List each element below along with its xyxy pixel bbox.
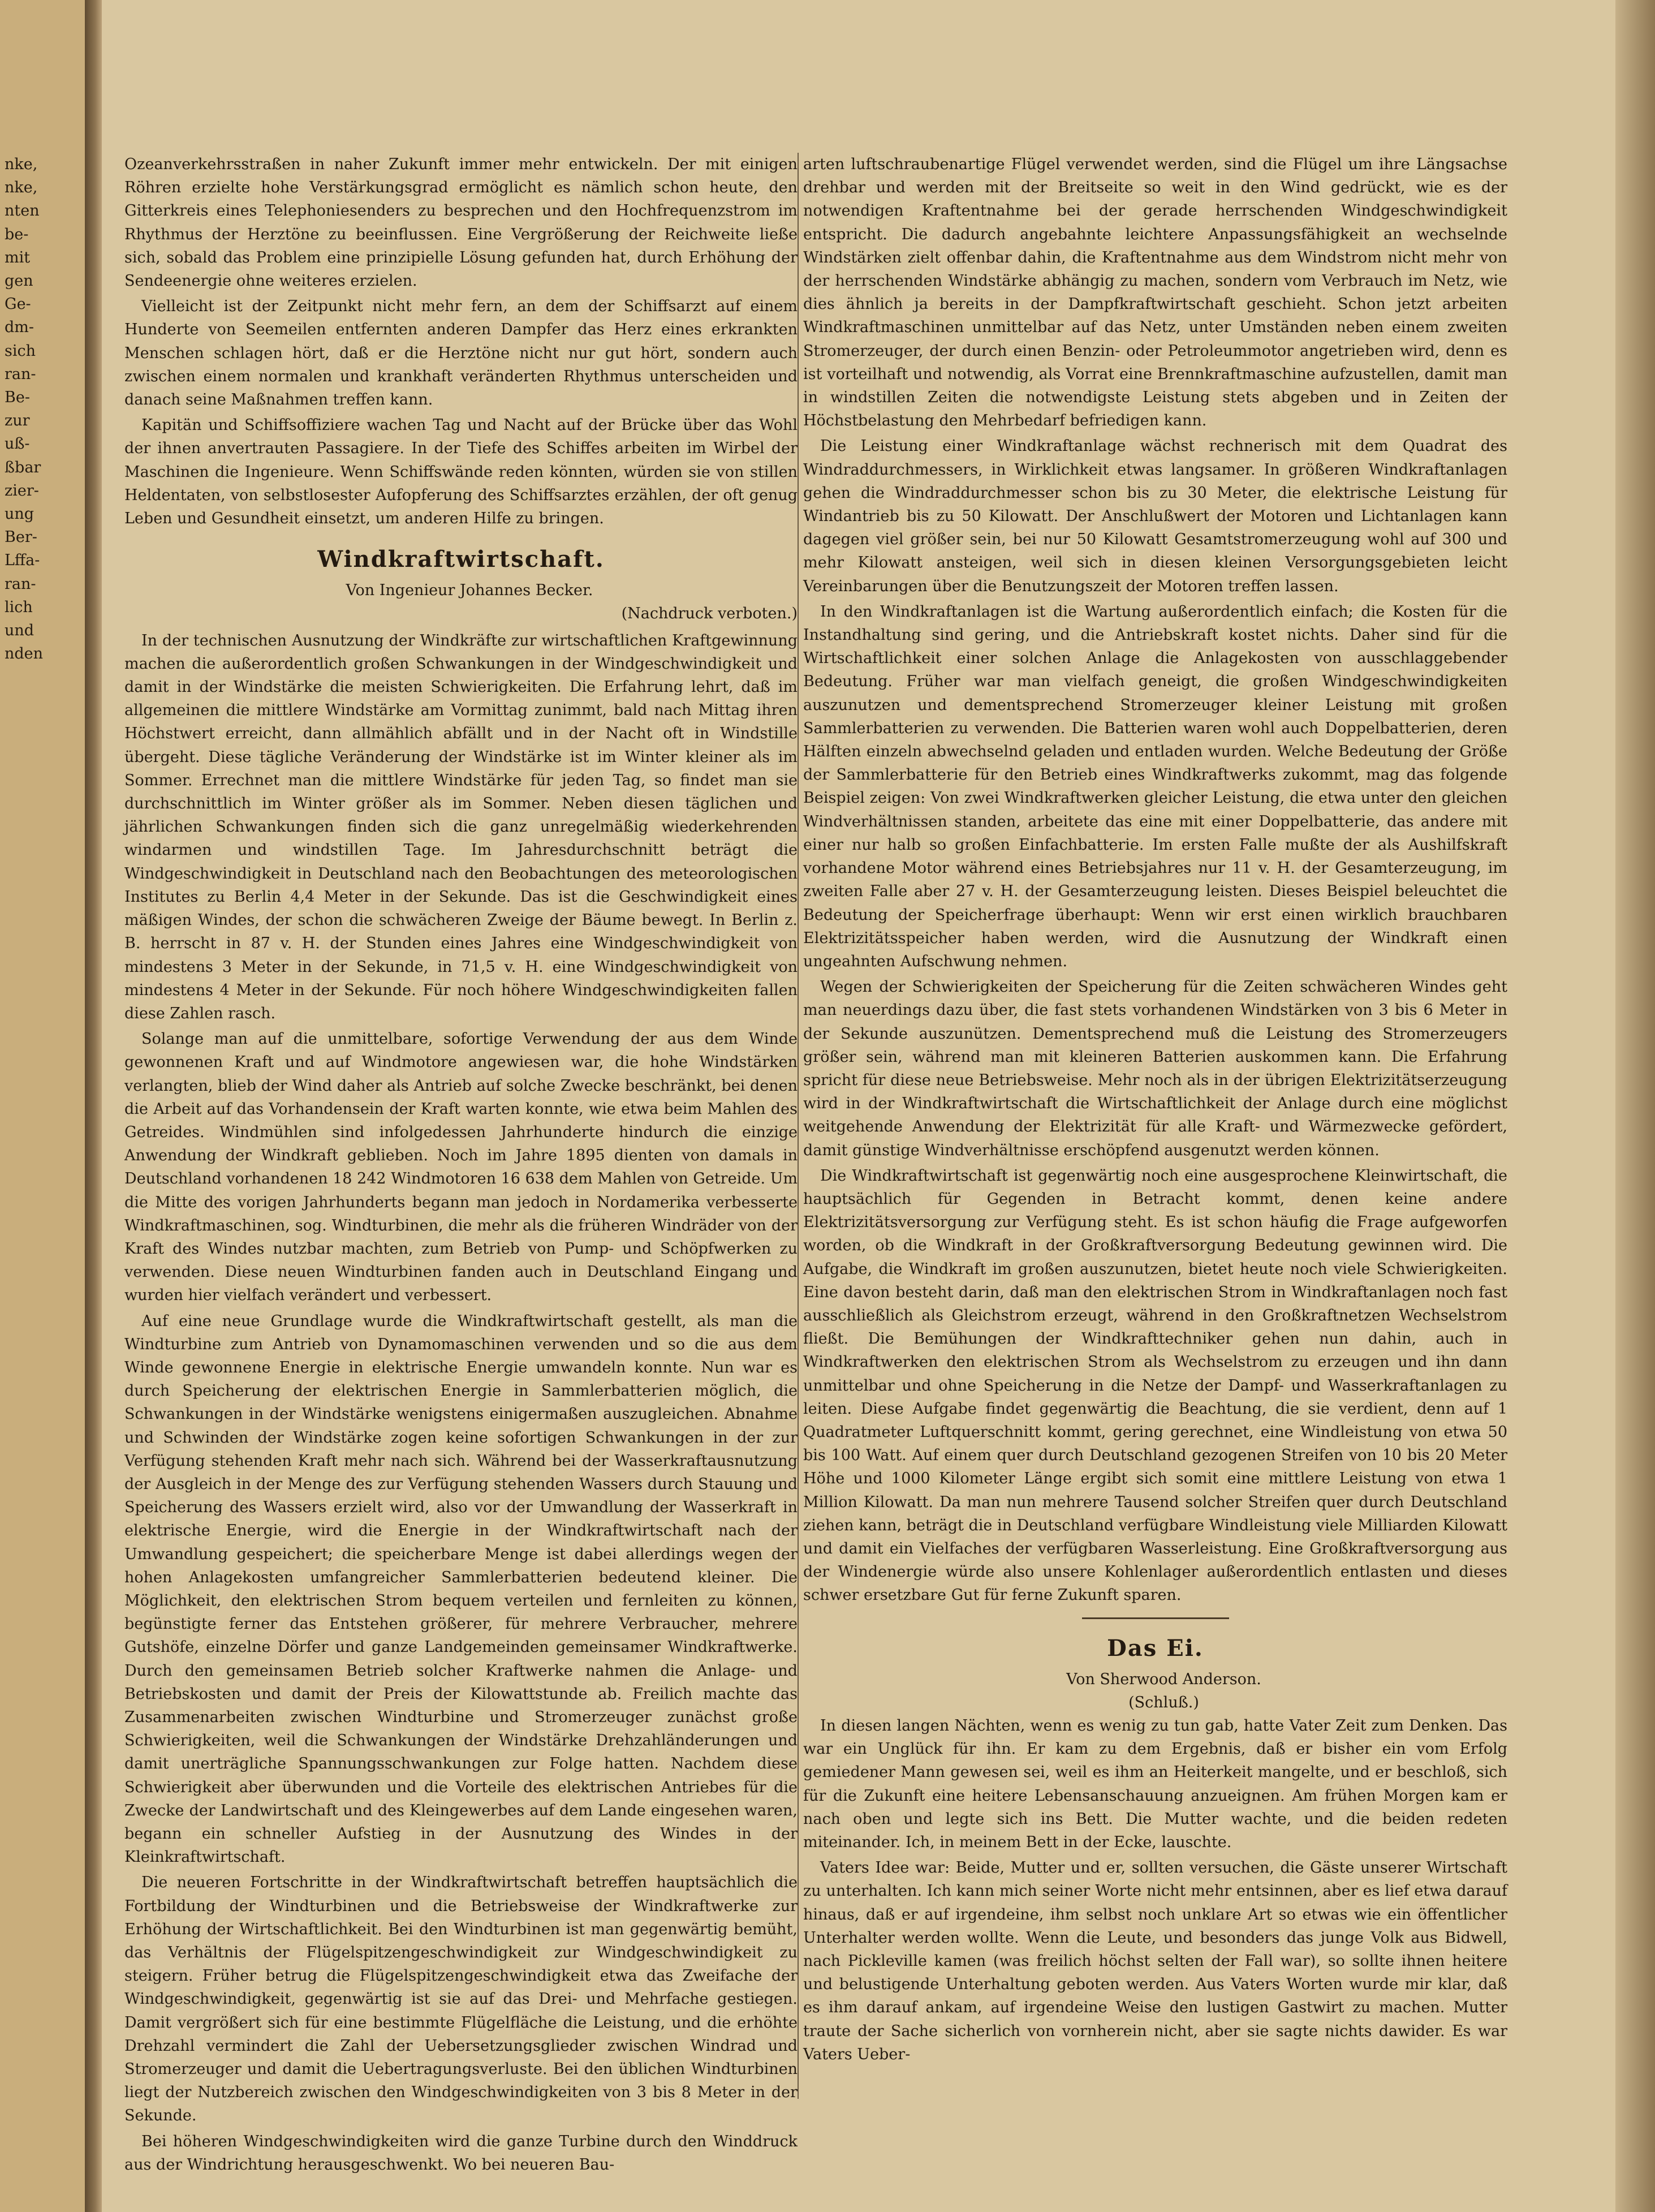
article-byline: Von Sherwood Anderson. [1066,1670,1261,1688]
paragraph: Solange man auf die unmittelbare, sofortige Verwendung der aus dem Winde gewonnenen Kraft und auf Windmotore angewiesen war, die hohe Windstärken verlangten, blieb der Wind daher als Antrieb auf solche Zwecke beschränkt, bei denen die Arbeit auf das Vorhandensein der Kraft warten konnte, wie etwa beim Mahlen des Getreides. Windmühlen sind infolgedessen Jahrhunderte hindurch die einzige Anwendung der Windkraft geblieben. Noch im Jahre 1895 dienten von damals in Deutschland vorhandenen 18 242 Windmotoren 16 638 dem Mahlen von Getreide. Um die Mitte des vorigen Jahrhunderts begann man jedoch in Nordamerika verbesserte Windkraftmaschinen, sog. Windturbinen, die mehr als die früheren Windräder von der Kraft des Windes nutzbar machten, zum Betrieb von Pump- und Schöpfwerken zu verwenden. Diese neuen Windturbinen fanden auch in Deutschland Eingang und wurden hier vielfach verändert und verbessert. [124,1030,798,1305]
paragraph: Die Leistung einer Windkraftanlage wächst rechnerisch mit dem Quadrat des Windraddurchmessers, in Wirklichkeit etwas langsamer. In größeren Windkraftanlagen gehen die Windraddurchmesser schon bis zu 30 Meter, die elektrische Leistung für Windantrieb bis zu 50 Kilowatt. Der Anschlußwert der Motoren und Lichtanlagen kann dagegen viel größer sein, bei nur 50 Kilowatt Gesamtstromerzeugung wohl auf 300 und mehr Kilowatt ansteigen, weil sich in diesen kleinen Versorgungsgebieten leicht Vereinbarungen über die Benutzungszeit der Motoren treffen lassen. [803,437,1507,595]
fragment-line: ran- [5,365,36,383]
newspaper-page [102,0,1655,2212]
fragment-line: nden [5,645,44,663]
fragment-line: nke, [5,156,38,173]
paragraph: In den Windkraftanlagen ist die Wartung außerordentlich einfach; die Kosten für die Instandhaltung sind gering, und die Antriebskraft kostet nichts. Daher sind für die Wirtschaftlichkeit einer solchen Anlage die Anlagekosten von ausschlaggebender Bedeutung. Früher war man vielfach geneigt, die großen Windgeschwindigkeiten auszunutzen und dementsprechend Stromerzeuger kleiner Leistung mit großen Sammlerbatterien zu verwenden. Die Batterien waren wohl auch Doppelbatterien, deren Hälften einzeln abwechselnd geladen und entladen wurden. Welche Bedeutung der Größe der Sammlerbatterie für den Betrieb eines Windkraftwerks zukommt, mag das folgende Beispiel zeigen: Von zwei Windkraftwerken gleicher Leistung, die etwa unter den gleichen Windverhältnissen standen, arbeitete das eine mit einer Doppelbatterie, das andere mit einer nur halb so großen Einfachbatterie. Im ersten Falle mußte der als Aushilfskraft vorhandene Motor während eines Betriebsjahres nur 11 v. H. der Gesamterzeugung, im zweiten Falle aber 27 v. H. der Gesamterzeugung leisten. Dieses Beispiel beleuchtet die Bedeutung der Speicherfrage überhaupt: Wenn wir erst einen wirklich brauchbaren Elektrizitätsspeicher haben werden, wird die Ausnutzung der Windkraft einen ungeahnten Aufschwung nehmen. [803,603,1507,970]
fragment-line: Be- [5,389,30,407]
paragraph: In diesen langen Nächten, wenn es wenig zu tun gab, hatte Vater Zeit zum Denken. Das war ein Unglück für ihn. Er kam zu dem Ergebnis, daß er bisher ein vom Erfolg gemiedener Mann gewesen sei, weil es ihm an Heiterkeit mangelte, und er beschloß, sich für die Zukunft eine heitere Lebensanschauung anzueignen. Am frühen Morgen kam er nach oben und legte sich ins Bett. Die Mutter wachte, und die beiden redeten miteinander. Ich, in meinem Bett in der Ecke, lauschte. [803,1717,1507,1852]
paragraph: Vaters Idee war: Beide, Mutter und er, sollten versuchen, die Gäste unserer Wirtschaft zu unterhalten. Ich kann mich seiner Worte nicht mehr entsinnen, aber es lief etwa darauf hinaus, daß er auf irgendeine, ihm selbst noch unklare Art so etwas wie ein öffentlicher Unterhalter werden wollte. Wenn die Leute, und besonders das junge Volk aus Bidwell, nach Pickleville kamen (was freilich höchst selten der Fall war), so sollte ihnen heitere und belustigende Unterhaltung geboten werden. Aus Vaters Worten wurde mir klar, daß es ihm darauf ankam, auf irgendeine Weise den lustigen Gastwirt zu machen. Mutter traute der Sache sicherlich von vornherein nicht, aber sie sagte nichts dawider. Es war Vaters Ueber- [803,1859,1507,2063]
article-title-das-ei: Das Ei. [1107,1634,1204,1662]
previous-page-edge [0,0,85,2212]
fragment-line: und [5,622,35,640]
fragment-line: Lffa- [5,552,40,570]
fragment-line: mit [5,248,31,266]
article-byline: Von Ingenieur Johannes Becker. [346,582,593,600]
column-divider [798,153,799,2099]
article-title-windkraft: Windkraftwirtschaft. [317,546,605,573]
fragment-line: be- [5,225,29,243]
paragraph: arten luftschraubenartige Flügel verwendet werden, sind die Flügel um ihre Längsachse drehbar und werden mit der Breitseite so weit in den Wind gedrückt, wie es der notwendigen Kraftentnahme bei der gerade herrschenden Windgeschwindigkeit entspricht. Die dadurch angebahnte leichtere Anpassungsfähigkeit an wechselnde Windstärken zielt offenbar dahin, die Kraftentnahme aus dem Windstrom nicht mehr von der herrschenden Windstärke abhängig zu machen, sondern vom Verbrauch im Netz, wie dies ähnlich ja bereits in der Dampfkraftwirtschaft geschieht. Schon jetzt arbeiten Windkraftmaschinen unmittelbar auf das Netz, unter Umständen neben einem zweiten Stromerzeuger, der durch einen Benzin- oder Petroleummotor angetrieben wird, denn es ist vorteilhaft und notwendig, als Vorrat eine Brennkraftmaschine aufzustellen, damit man in windstillen Zeiten die notwendigste Leistung stets abgeben und in Zeiten der Höchstbelastung den Mehrbedarf befriedigen kann. [803,156,1507,430]
fragment-line: nke, [5,179,38,197]
page-edge-right [1615,0,1655,2212]
fragment-line: gen [5,272,33,290]
fragment-line: ßbar [5,458,41,476]
paragraph: Bei höheren Windgeschwindigkeiten wird die ganze Turbine durch den Winddruck aus der Windrichtung herausgeschwenkt. Wo bei neueren Bau- [124,2132,798,2174]
left-column [124,153,798,2179]
fragment-line: uß- [5,435,30,453]
paragraph: In der technischen Ausnutzung der Windkräfte zur wirtschaftlichen Kraftgewinnung machen die außerordentlich großen Schwankungen in der Windgeschwindigkeit und damit in der Windstärke die meisten Schwierigkeiten. Die Erfahrung lehrt, daß im allgemeinen die mittlere Windstärke am Vormittag zunimmt, bald nach Mittag ihren Höchstwert erreicht, dann allmählich abfällt und in der Nacht oft in Windstille übergeht. Diese tägliche Veränderung der Windstärke ist im Winter kleiner als im Sommer. Errechnet man die mittlere Windstärke für jeden Tag, so findet man sie durchschnittlich im Winter größer als im Sommer. Neben diesen täglichen und jährlichen Schwankungen finden sich die ganz unregelmäßig wiederkehrenden windarmen und windstillen Tage. Im Jahresdurchschnitt beträgt die Windgeschwindigkeit in Deutschland nach den Beobachtungen des meteorologischen Institutes zu Berlin 4,4 Meter in der Sekunde. Das ist die Geschwindigkeit eines mäßigen Windes, der schon die schwächeren Zweige der Bäume bewegt. In Berlin z. B. herrscht in 87 v. H. der Stunden eines Jahres eine Windgeschwindigkeit von mindestens 3 Meter in der Sekunde, in 71,5 v. H. eine Windgeschwindigkeit von mindestens 4 Meter in der Sekunde. Für noch höhere Windgeschwindigkeiten fallen diese Zahlen rasch. [124,631,798,1022]
paragraph: Ozeanverkehrsstraßen in naher Zukunft immer mehr entwickeln. Der mit einigen Röhren erzielte hohe Verstärkungsgrad ermöglicht es nämlich schon heute, den Gitterkreis eines Telephoniesenders zu besprechen und den Hochfrequenzstrom im Rhythmus der Herztöne zu beeinflussen. Eine Vergrößerung der Reichweite ließe sich, sobald das Problem eine prinzipielle Lösung gefunden hat, durch Erhöhung der Sendeenergie ohne weiteres erzielen. [124,156,798,290]
fragment-line: ran- [5,575,36,593]
fragment-line: nten [5,202,40,220]
section-rule [1082,1617,1229,1619]
right-column [803,153,1507,2068]
paragraph: Vielleicht ist der Zeitpunkt nicht mehr fern, an dem der Schiffsarzt auf einem Hunderte von Seemeilen entfernten anderen Dampfer das Herz eines erkrankten Menschen schlagen hört, daß er die Herztöne nicht nur gut hört, sondern auch zwischen einem normalen und krankhaft veränderten Rhythmus unterscheiden und danach seine Maßnahmen treffen kann. [124,298,798,409]
fragment-line: lich [5,598,33,616]
fragment-line: zur [5,412,30,430]
reprint-note: (Nachdruck verboten.) [621,605,798,623]
paragraph: Auf eine neue Grundlage wurde die Windkraftwirtschaft gestellt, als man die Windturbine zum Antrieb von Dynamomaschinen verwenden und so die aus dem Winde gewonnene Energie in elektrische Energie umwandeln konnte. Nun war es durch Speicherung der elektrischen Energie in Sammlerbatterien möglich, die Schwankungen in der Windstärke wenigstens einigermaßen auszugleichen. Abnahme und Schwinden der Windstärke zogen keine sofortigen Schwankungen in der zur Verfügung stehenden Kraft mehr nach sich. Während bei der Wasserkraftausnutzung der Ausgleich in der Menge des zur Verfügung stehenden Wassers durch Stauung und Speicherung des Wassers erzielt wird, also vor der Umwandlung der Wasserkraft in elektrische Energie, wird die Energie in der Windkraftwirtschaft nach der Umwandlung gespeichert; die speicherbare Menge ist dabei allerdings wegen der hohen Anlagekosten umfangreicher Sammlerbatterien bedeutend kleiner. Die Möglichkeit, den elektrischen Strom bequem verteilen und fernleiten zu können, begünstigte ferner das Entstehen größerer, für mehrere Verbraucher, mehrere Gutshöfe, einzelne Dörfer und ganze Landgemeinden gemeinsamer Windkraftwerke. Durch den gemeinsamen Betrieb solcher Kraftwerke nahmen die Anlage- und Betriebskosten und damit der Preis der Kilowattstunde ab. Freilich machte das Zusammenarbeiten zwischen Windturbine und Stromerzeuger zunächst große Schwierigkeiten, weil die Schwankungen der Windstärke Drehzahländerungen und damit unerträgliche Spannungsschwankungen zur Folge hatten. Nachdem diese Schwierigkeit aber überwunden und die Vorteile des elektrischen Antriebes für die Zwecke der Landwirtschaft und des Kleingewerbes auf dem Lande eingesehen waren, begann ein schneller Aufstieg in der Ausnutzung des Windes in der Kleinkraftwirtschaft. [124,1312,798,1866]
paragraph: Die Windkraftwirtschaft ist gegenwärtig noch eine ausgesprochene Kleinwirtschaft, die hauptsächlich für Gegenden in Betracht kommt, denen keine andere Elektrizitätsversorgung zur Verfügung steht. Es ist schon häufig die Frage aufgeworfen worden, ob die Windkraft in der Großkraftversorgung Bedeutung gewinnen wird. Die Aufgabe, die Windkraft im großen auszunutzen, bietet heute noch viele Schwierigkeiten. Eine davon besteht darin, daß man den elektrischen Strom in Windkraftanlagen noch fast ausschließlich als Gleichstrom erzeugt, während in den Großkraftnetzen Wechselstrom fließt. Die Bemühungen der Windkrafttechniker gehen nun dahin, auch in Windkraftwerken den elektrischen Strom als Wechselstrom zu erzeugen und ihn dann unmittelbar und ohne Speicherung in die Netze der Dampf- und Wasserkraftanlagen zu leiten. Diese Aufgabe findet gegenwärtig die Beachtung, die sie verdient, denn auf 1 Quadratmeter Luftquerschnitt kommt, gering gerechnet, eine Windleistung von etwa 50 bis 100 Watt. Auf einem quer durch Deutschland gezogenen Streifen von 10 bis 20 Meter Höhe und 1000 Kilometer Länge ergibt sich somit eine mittlere Leistung von etwa 1 Million Kilowatt. Da man nun mehrere Tausend solcher Streifen quer durch Deutschland ziehen kann, beträgt die in Deutschland verfügbare Windleistung viele Milliarden Kilowatt und damit ein Vielfaches der verfügbaren Wasserleistung. Eine Großkraftversorgung aus der Windenergie würde also unsere Kohlenlager außerordentlich entlasten und dieses schwer ersetzbare Gut für ferne Zukunft sparen. [803,1167,1507,1604]
fragment-line: Ber- [5,528,37,546]
book-gutter [85,0,102,2212]
continuation-note: (Schluß.) [1128,1693,1199,1711]
fragment-line: sich [5,342,36,360]
previous-page-fragment [0,0,85,665]
paragraph: Kapitän und Schiffsoffiziere wachen Tag und Nacht auf der Brücke über das Wohl der ihnen anvertrauten Passagiere. In der Tiefe des Schiffes arbeiten im Wirbel der Maschinen die Ingenieure. Wenn Schiffswände reden könnten, würden sie von stillen Heldentaten, von selbstlosester Aufopferung des Schiffsarztes erzählen, der oft genug Leben und Gesundheit einsetzt, um anderen Hilfe zu bringen. [124,416,798,528]
paragraph: Wegen der Schwierigkeiten der Speicherung für die Zeiten schwächeren Windes geht man neuerdings dazu über, die fast stets vorhandenen Windstärken von 3 bis 6 Meter in der Sekunde auszunützen. Dementsprechend muß die Leistung des Stromerzeugers größer sein, während man mit kleineren Batterien auskommen kann. Die Erfahrung spricht für diese neue Betriebsweise. Mehr noch als in der übrigen Elektrizitätserzeugung wird in der Windkraftwirtschaft die Wirtschaftlichkeit der Anlage durch eine möglichst weitgehende Anwendung der Elektrizität für alle Kraft- und Wärmezwecke gefördert, damit günstige Windverhältnisse erschöpfend ausgenutzt werden können. [803,978,1507,1159]
fragment-line: Ge- [5,295,31,313]
paragraph: Die neueren Fortschritte in der Windkraftwirtschaft betreffen hauptsächlich die Fortbildung der Windturbinen und die Betriebsweise der Windkraftwerke zur Erhöhung der Wirtschaftlichkeit. Bei den Windturbinen ist man gegenwärtig bemüht, das Verhältnis der Flügelspitzengeschwindigkeit zur Windgeschwindigkeit zu steigern. Früher betrug die Flügelspitzengeschwindigkeit etwa das Zweifache der Windgeschwindigkeit, gegenwärtig ist sie auf das Drei- und Mehrfache gestiegen. Damit vergrößert sich für eine bestimmte Flügelfläche die Leistung, und die erhöhte Drehzahl vermindert die Zahl der Uebersetzungsglieder zwischen Windrad und Stromerzeuger und damit die Uebertragungsverluste. Bei den üblichen Windturbinen liegt der Nutzbereich zwischen den Windgeschwindigkeiten von 3 bis 8 Meter in der Sekunde. [124,1874,798,2125]
fragment-line: zier- [5,481,39,500]
fragment-line: ung [5,505,35,523]
fragment-line: dm- [5,319,35,337]
